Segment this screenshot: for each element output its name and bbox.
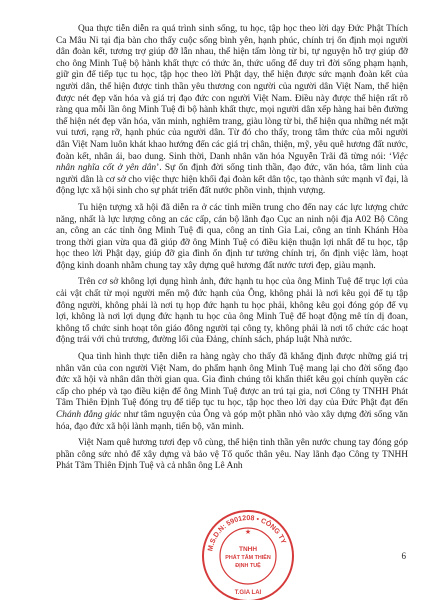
- seal-star-icon: ★: [244, 529, 252, 536]
- body-paragraph: [56, 438, 408, 473]
- paragraph-text: ’. Sự ổn định đời sống tinh thần, đạo đức, văn hóa, tâm linh của người dân là cơ sở cho việc thực hiện khối đại đoàn kết dân tộc, tạo thành sức mạnh vĩ đại, là động lực xã hội sinh cho sự phát triển đất nước phồn vinh, thịnh vượng.: [56, 163, 408, 197]
- seal-center-line-1: TNHH: [238, 546, 258, 553]
- body-paragraph: [56, 24, 408, 198]
- seal-ring-text: M.S.D.N: 5901208 • CÔNG TY: [207, 514, 287, 552]
- italic-quote-text: Chánh đẳng giác: [56, 410, 122, 420]
- seal-center-line-2: PHÁT TÂM THIÊN: [225, 555, 271, 561]
- paragraph-text: Qua tình hình thực tiễn diễn ra hàng ngày cho thấy đã khẳng định được những giá trị nhân văn của con người Việt Nam, do phẩm hạnh ông Minh Tuệ mang lại cho đời sống đạo đức xã hội và nhân dân thời gian qua. Gia đình chúng tôi khẩn thiết kêu gọi chính quyền các cấp cho phép và tạo điều kiện để ông Minh Tuệ được an trú tại gia, nơi Công ty TNHH Phát Tâm Thiên Định Tuệ đóng trụ để tiếp tục tu học, tập học theo lời dạy của Đức Phật đạt đến: [56, 352, 408, 409]
- page-number: 6: [401, 551, 406, 561]
- paragraph-text: Tu hiện tượng xã hội đã diễn ra ở các tỉnh miền trung cho đến nay các lực lượng chức năng, nhất là lực lượng công an các cấp, cán bộ lãnh đạo Cục an ninh nội địa A02 Bộ Công an, công an các tỉnh ông Minh Tuệ đi qua, công an tỉnh Gia Lai, công an tỉnh Khánh Hòa trong thời gian vừa qua đã giúp đỡ ông Minh Tuệ có điều kiện thuận lợi nhất để tu học, tập học theo lời Phật dạy, giúp đỡ gia đình ổn định tư tưởng chính trị, ổn định việc làm, hoạt động kinh doanh nhằm chung tay xây dựng quê hương đất nước tươi đẹp, giàu mạnh.: [56, 202, 408, 271]
- seal-bottom-text: T.GIA LAI: [234, 590, 262, 596]
- body-paragraph: [56, 203, 408, 273]
- body-paragraph: [56, 277, 408, 347]
- company-seal-stamp: [200, 508, 296, 600]
- document-body: [56, 24, 408, 478]
- paragraph-text: Qua thực tiễn diễn ra quá trình sinh sống, tu học, tập học theo lời dạy Đức Phật Thích Ca Mâu Ni tại địa bàn cho thấy cuộc sống bình yên, hạnh phúc, chính trị ổn định mọi người dân đoàn kết, tương trợ giúp đỡ lẫn nhau, thể hiện tấm lòng từ bi, tự nguyện hỗ trợ giúp đỡ cho ông Minh Tuệ bộ hành khất thực có thức ăn, thức uống để duy trì đời sống phạm hạnh, giữ gìn để tiếp tục tu học, tập học theo lời Phật dạy, thể hiện được sức mạnh đoàn kết của người dân, thể hiện được tinh thần yêu thương con người của người dân Việt Nam, thể hiện được nét đẹp văn hóa và giá trị đạo đức con người Việt Nam. Điều này được thể hiện rất rõ ràng qua mỗi lần ông Minh Tuệ đi bộ hành khất thực, mọi người dân xếp hàng hai bên đường thể hiện nét đẹp văn hóa, văn minh, nghiêm trang, giàu lòng từ bi, thể hiện qua những nét mặt vui tươi, rạng rỡ, hạnh phúc của người dân. Từ đó cho thấy, trong tâm thức của mỗi người dân Việt Nam luôn khát khao hướng đến các giá trị chân, thiện, mỹ, yêu quê hương đất nước, đoàn kết, nhân ái, bao dung. Sinh thời, Danh nhân văn hóa Nguyễn Trãi đã từng nói: ‘: [56, 24, 409, 162]
- paragraph-text: Việt Nam quê hương tươi đẹp vô cùng, thể hiện tinh thần yên nước chung tay đóng góp phần công sức nhỏ để xây dựng và bảo vệ Tổ quốc thân yêu. Nay lãnh đạo Công ty TNHH Phát Tâm Thiên Định Tuệ và cả nhân ông Lê Anh: [56, 438, 408, 472]
- paragraph-text: như tâm nguyện của Ông và góp một phần nhỏ vào xây dựng đời sống văn hóa, đạo đức xã hội lành mạnh, tiến bộ, văn minh.: [56, 410, 408, 432]
- paragraph-text: Trên cơ sở không lợi dụng hình ảnh, đức hạnh tu học của ông Minh Tuệ để trục lợi của cải vật chất từ mọi người mến mộ đức hạnh của Ông, không phải là nơi kêu gọi để tụ tập đông người, không phải là nơi tụ họp đức hạnh tu học phải, không kêu gọi đóng góp để vụ lợi, không là nơi lợi dụng đức hạnh tu học của ông Minh Tuệ để hoạt động mê tín dị đoan, không tổ chức sinh hoạt tôn giáo đông người tại công ty, không phải là nơi tổ chức các hoạt động trái với chủ trương, đường lối của Đảng, chính sách, pháp luật Nhà nước.: [56, 277, 408, 346]
- italic-quote-text: Việc nhân nghĩa cốt ở yên dân: [56, 151, 408, 174]
- seal-center-line-3: ĐỊNH TUỆ: [235, 563, 261, 569]
- body-paragraph: [56, 352, 408, 433]
